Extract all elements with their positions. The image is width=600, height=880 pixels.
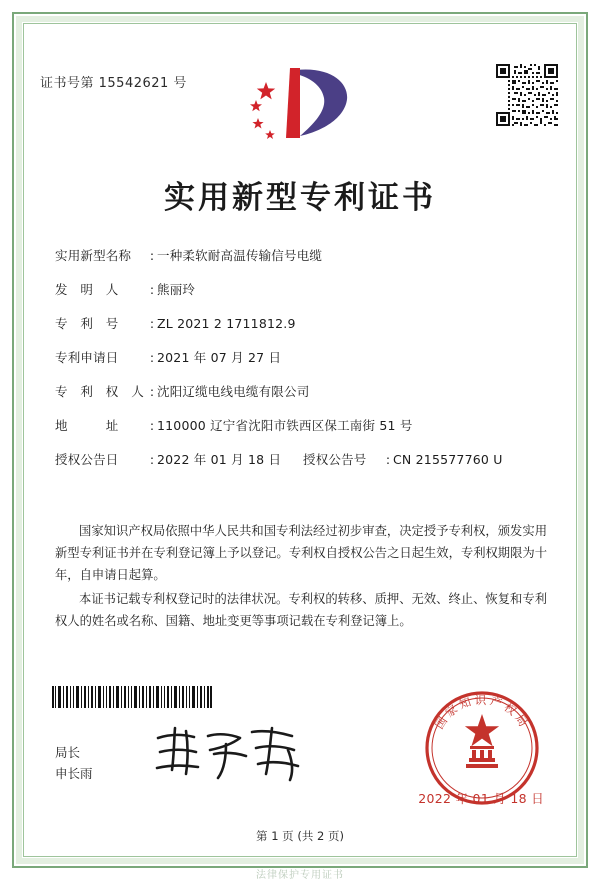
field-list <box>55 246 545 484</box>
field-colon: : <box>149 350 155 365</box>
field-colon: : <box>149 248 155 263</box>
svg-text:国家知识产权局: 国家知识产权局 <box>432 693 532 732</box>
qr-code <box>496 64 558 126</box>
field-row-announcement <box>55 450 545 484</box>
field-colon: : <box>149 452 155 467</box>
certificate-number: 证书号第 15542621 号 <box>40 76 187 91</box>
field-colon: : <box>149 384 155 399</box>
paragraph-grant: 国家知识产权局依照中华人民共和国专利法经过初步审查，决定授予专利权，颁发实用新型专利证书并在专利登记簿上予以登记。专利权自授权公告之日起生效，专利权期限为十年，自申请日起算。 <box>55 524 547 582</box>
legal-text <box>55 520 547 634</box>
field-label: 专 利 号 <box>55 316 119 331</box>
seal-date: 2022 年 01 月 18 日 <box>418 791 544 806</box>
field-value-announcement-number: CN 215577760 U <box>393 452 503 467</box>
field-value-patentee: 沈阳辽缆电线电缆有限公司 <box>157 384 310 399</box>
field-row-patentee <box>55 382 545 416</box>
cnipa-logo <box>230 60 370 148</box>
field-colon: : <box>149 418 155 433</box>
field-label-announcement-number: 授权公告号 <box>303 452 367 467</box>
field-row-address <box>55 416 545 450</box>
field-row-utility-model-name <box>55 246 545 280</box>
field-label-announcement-date: 授权公告日 <box>55 452 119 467</box>
field-value-patent-number: ZL 2021 2 1711812.9 <box>157 316 296 331</box>
field-label: 地 址 <box>55 418 119 433</box>
signature-block <box>55 742 93 784</box>
field-value-utility-model-name: 一种柔软耐高温传输信号电缆 <box>157 248 323 263</box>
director-role-label: 局长 <box>55 745 81 760</box>
director-name-label: 申长雨 <box>55 766 93 781</box>
field-label: 发 明 人 <box>55 282 119 297</box>
footer-watermark: 法律保护专用证书 <box>256 870 344 880</box>
field-colon: : <box>149 282 155 297</box>
field-label: 专利申请日 <box>55 350 119 365</box>
page-number: 第 1 页 (共 2 页) <box>256 829 344 843</box>
barcode <box>52 686 212 708</box>
field-row-application-date <box>55 348 545 382</box>
field-value-address: 110000 辽宁省沈阳市铁西区保工南街 51 号 <box>157 418 413 433</box>
handwritten-signature <box>152 722 312 784</box>
page-title: 实用新型专利证书 <box>164 180 436 216</box>
field-row-patent-number <box>55 314 545 348</box>
field-label: 实用新型名称 <box>55 248 132 263</box>
paragraph-register: 本证书记载专利权登记时的法律状况。专利权的转移、质押、无效、终止、恢复和专利权人的姓名或名称、国籍、地址变更等事项记载在专利登记簿上。 <box>55 592 547 628</box>
field-row-inventor <box>55 280 545 314</box>
field-value-inventor: 熊丽玲 <box>157 282 196 297</box>
field-value-application-date: 2021 年 07 月 27 日 <box>157 350 282 365</box>
field-colon: : <box>149 316 155 331</box>
field-value-announcement-date: 2022 年 01 月 18 日 <box>157 452 282 467</box>
field-label: 专 利 权 人 <box>55 384 144 399</box>
field-colon: : <box>385 452 391 467</box>
